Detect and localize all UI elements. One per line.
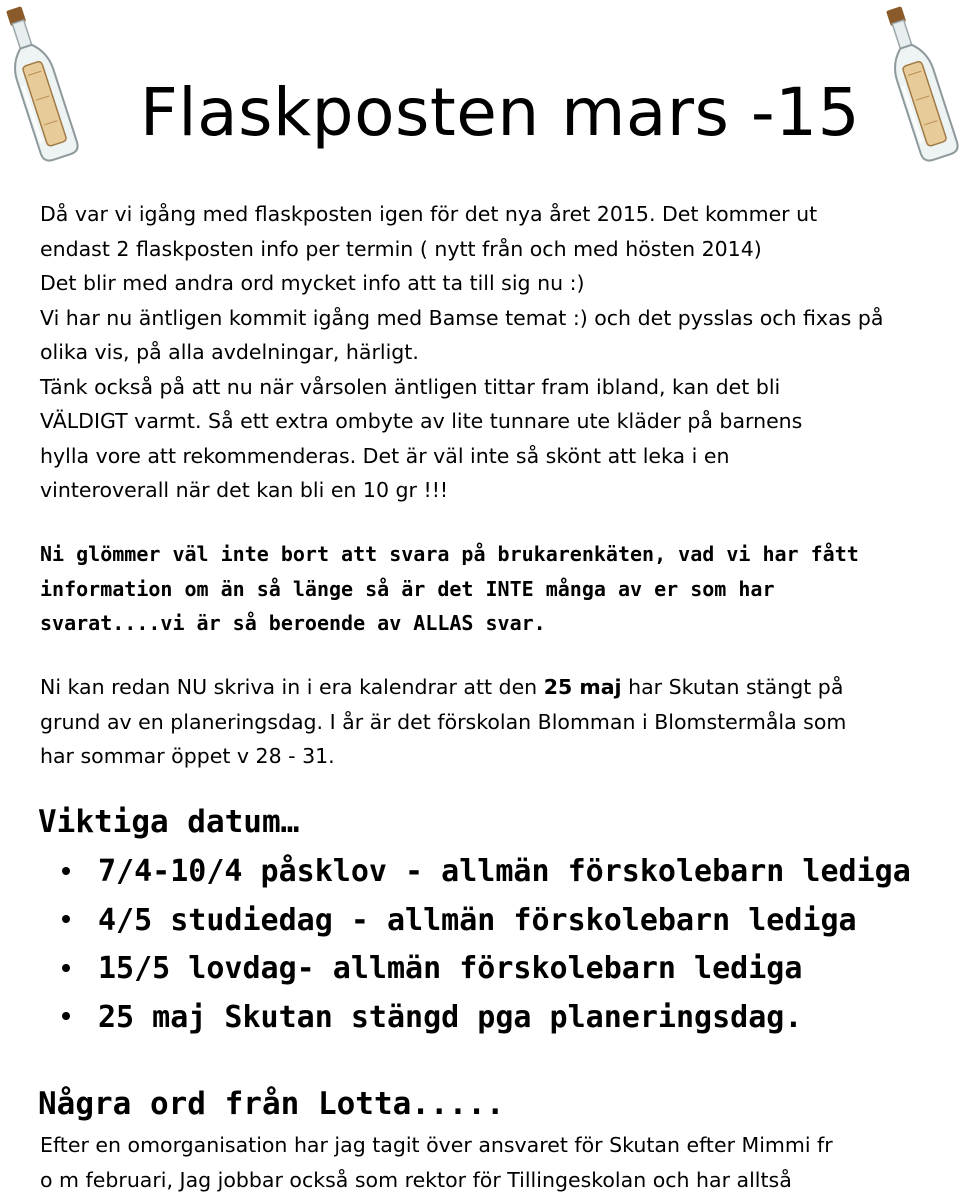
intro-line: endast 2 flaskposten info per termin ( nytt från och med hösten 2014) [40,232,955,267]
intro-line: Tänk också på att nu när vårsolen äntligen tittar fram ibland, kan det bli [40,370,955,405]
intro-line: hylla vore att rekommenderas. Det är väl inte så skönt att leka i en [40,439,955,474]
lotta-heading: Några ord från Lotta..... [38,1084,505,1124]
closing-line [40,670,955,705]
intro-paragraph [40,197,955,508]
lotta-line: o m februari, Jag jobbar också som rektor för Tillingeskolan och har alltså [40,1163,955,1197]
survey-reminder [40,537,955,641]
closing-date-highlight: 25 maj [544,675,622,699]
survey-line: Ni glömmer väl inte bort att svara på brukarenkäten, vad vi har fått [40,537,955,572]
date-item-text: 4/5 studiedag - allmän förskolebarn lediga [98,903,857,938]
closing-line: har sommar öppet v 28 - 31. [40,739,955,774]
list-item [62,848,911,897]
survey-line: information om än så länge så är det INTE många av er som har [40,572,955,607]
page-title: Flaskposten mars -15 [0,68,960,158]
list-item [62,897,911,946]
intro-line: Då var vi igång med flaskposten igen för det nya året 2015. Det kommer ut [40,197,955,232]
date-item-text: 15/5 lovdag- allmän förskolebarn lediga [98,951,802,986]
closing-text: Ni kan redan NU skriva in i era kalendrar att den [40,675,544,699]
important-dates-list [62,848,911,1042]
bullet-icon [62,964,70,972]
closing-line: grund av en planeringsdag. I år är det förskolan Blomman i Blomstermåla som [40,705,955,740]
intro-line: olika vis, på alla avdelningar, härligt. [40,335,955,370]
lotta-line: Efter en omorganisation har jag tagit över ansvaret för Skutan efter Mimmi fr [40,1128,955,1163]
date-item-text: 25 maj Skutan stängd pga planeringsdag. [98,1000,802,1035]
list-item [62,945,911,994]
bullet-icon [62,915,70,923]
bullet-icon [62,867,70,875]
intro-line: Det blir med andra ord mycket info att ta till sig nu :) [40,266,955,301]
intro-line: VÄLDIGT varmt. Så ett extra ombyte av lite tunnare ute kläder på barnens [40,404,955,439]
list-item [62,994,911,1043]
intro-line: vinteroverall när det kan bli en 10 gr !!! [40,473,955,508]
bullet-icon [62,1012,70,1020]
intro-line: Vi har nu äntligen kommit igång med Bamse temat :) och det pysslas och fixas på [40,301,955,336]
closing-notice [40,670,955,774]
important-dates-heading: Viktiga datum… [38,802,299,842]
lotta-paragraph [40,1128,955,1197]
survey-line: svarat....vi är så beroende av ALLAS svar. [40,606,955,641]
closing-text: har Skutan stängt på [622,675,844,699]
date-item-text: 7/4-10/4 påsklov - allmän förskolebarn lediga [98,854,911,889]
